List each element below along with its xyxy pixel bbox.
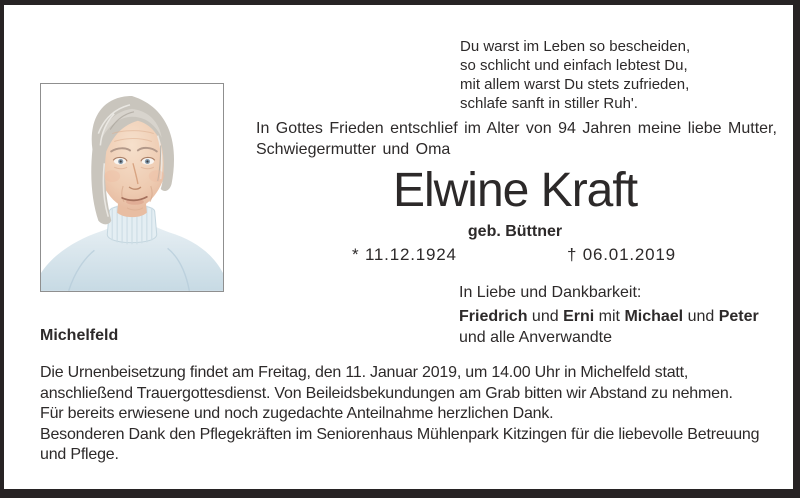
- poem-line: Du warst im Leben so bescheiden,: [460, 38, 691, 55]
- mourner-name: Michael: [624, 308, 684, 325]
- place-name: Michelfeld: [40, 327, 119, 344]
- poem-line: so schlicht und einfach lebtest Du,: [460, 57, 688, 74]
- funeral-line: Besonderen Dank den Pflegekräften im Seniorenhaus Mühlenpark Kitzingen für die liebevolle Betreuung: [40, 425, 760, 443]
- poem-line: schlafe sanft in stiller Ruh'.: [460, 95, 638, 112]
- relatives-line: und alle Anverwandte: [459, 329, 612, 346]
- portrait-photo: [40, 83, 224, 292]
- conjunction: und: [531, 308, 559, 325]
- intro-text: [256, 118, 777, 160]
- frame-left: [0, 0, 4, 498]
- death-date: † 06.01.2019: [567, 245, 676, 264]
- intro-line: In Gottes Frieden entschlief im Alter von 94 Jahren meine liebe Mutter,: [256, 120, 777, 137]
- funeral-line: Für bereits erwiesene und noch zugedachte Anteilnahme herzlichen Dank.: [40, 405, 554, 422]
- frame-bottom: [0, 489, 800, 498]
- mourner-name: Erni: [563, 308, 595, 325]
- dedication-heading: In Liebe und Dankbarkeit:: [459, 284, 642, 301]
- frame-right: [793, 0, 800, 498]
- funeral-line: anschließend Trauergottesdienst. Von Beileidsbekundungen am Grab bitten wir Abstand zu nehmen.: [40, 384, 733, 402]
- deceased-name: Elwine Kraft: [392, 164, 638, 217]
- conjunction: mit: [598, 308, 620, 325]
- mourner-name: Peter: [718, 308, 759, 325]
- conjunction: und: [687, 308, 715, 325]
- maiden-name: geb. Büttner: [467, 223, 563, 240]
- funeral-line: und Pflege.: [40, 446, 119, 463]
- mourners-line: [459, 307, 759, 327]
- birth-date: * 11.12.1924: [352, 245, 457, 264]
- frame-top: [0, 0, 800, 5]
- funeral-details: [40, 363, 759, 466]
- poem-line: mit allem warst Du stets zufrieden,: [460, 76, 690, 93]
- mourner-name: Friedrich: [459, 308, 528, 325]
- portrait-illustration: [41, 84, 223, 291]
- memorial-poem: [460, 37, 690, 113]
- funeral-line: Die Urnenbeisetzung findet am Freitag, den 11. Januar 2019, um 14.00 Uhr in Michelfeld statt,: [40, 364, 689, 381]
- intro-line: Schwiegermutter und Oma: [256, 141, 451, 158]
